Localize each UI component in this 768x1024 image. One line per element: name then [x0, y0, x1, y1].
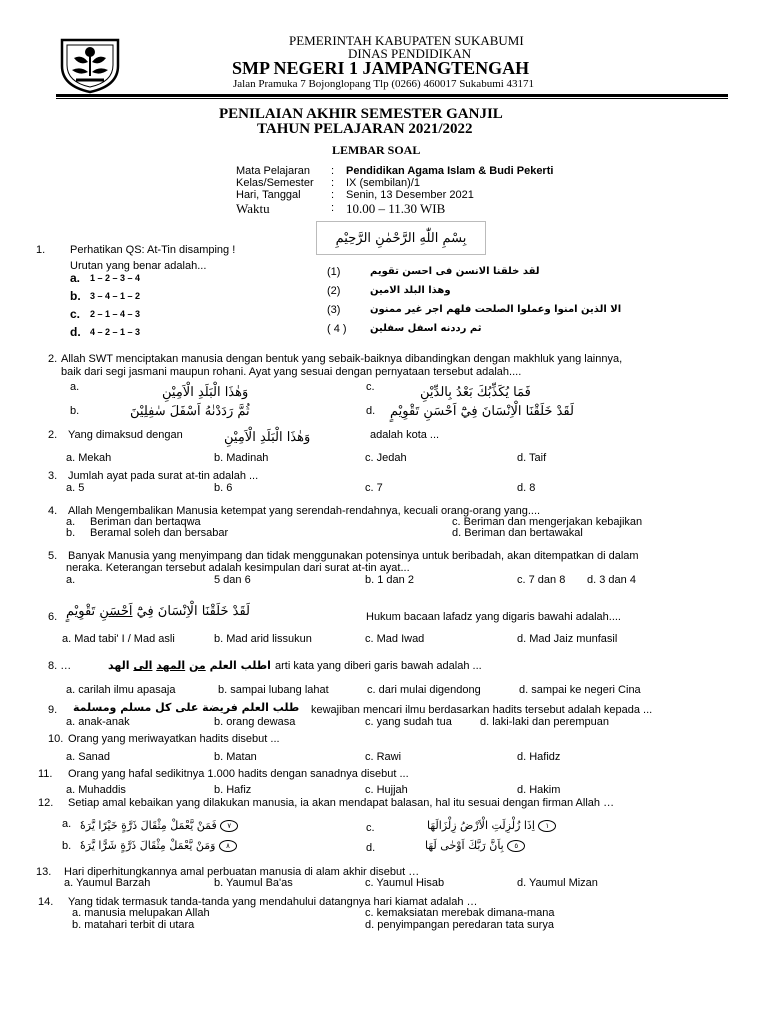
option: d. penyimpangan peredaran tata surya: [365, 919, 554, 931]
info-colon: :: [331, 177, 335, 189]
option: a. carilah ilmu apasaja: [66, 684, 176, 696]
option: d. 8: [517, 482, 536, 494]
verse-text: ثم رددنه اسفل سفلين: [370, 323, 482, 334]
header-rule-thin: [56, 98, 728, 99]
option-arabic: وَهٰذَا الْبَلَدِ الْاَمِيْنِ: [162, 385, 249, 400]
option: c. yang sudah tua: [365, 716, 452, 728]
option: a. anak-anak: [66, 716, 130, 728]
option: b. Yaumul Ba'as: [214, 877, 293, 889]
info-colon: :: [331, 202, 335, 214]
option: c. Yaumul Hisab: [365, 877, 445, 889]
regency-emblem: [56, 36, 124, 94]
option: b. Madinah: [214, 452, 269, 464]
option-text: 3 – 4 – 1 – 2: [90, 291, 141, 301]
dept-name: DINAS PENDIDIKAN: [348, 46, 472, 61]
option-label: b.: [66, 527, 76, 539]
verse-number: (1): [327, 266, 341, 278]
option-label: d.: [366, 405, 376, 417]
question-stem: arti kata yang diberi garis bawah adalah ...: [275, 660, 482, 672]
option: a. Sanad: [66, 751, 111, 763]
option-arabic: [80, 839, 237, 852]
info-colon: :: [331, 165, 335, 177]
arabic-underlined: الى: [133, 659, 153, 672]
option-label: c.: [366, 822, 375, 834]
option-text: 1 – 2 – 3 – 4: [90, 273, 141, 283]
question-arabic: طلب العلم فريضة على كل مسلم ومسلمة: [73, 701, 300, 714]
question-stem: Yang dimaksud dengan: [68, 429, 183, 441]
arabic-underlined: من: [189, 659, 206, 672]
verse-text: بِاَنَّ رَبَّكَ اَوْحٰى لَهَا: [425, 839, 504, 852]
verse-end-marker: ٨: [219, 840, 237, 852]
arabic-part: الهد: [108, 659, 130, 672]
verse-text: لقد خلقنا الانسن فى احسن تقويم: [370, 266, 540, 277]
question-stem: neraka. Keterangan tersebut adalah kesimpulan dari surat at-tin ayat...: [66, 562, 410, 574]
question-number: 5.: [48, 550, 58, 562]
question-stem: adalah kota ...: [370, 429, 440, 441]
option-label: a.: [66, 516, 76, 528]
option-arabic: [425, 839, 525, 852]
arabic-underlined: المهد: [156, 659, 186, 672]
question-number: 1.: [36, 244, 46, 256]
info-label: Waktu: [236, 201, 270, 216]
verse-number: ( 4 ): [327, 323, 347, 335]
verse-text: فَمَنْ يَّعْمَلْ مِثْقَالَ ذَرَّةٍ خَيْرًا يَّرَهٗ: [80, 819, 217, 832]
question-stem: Perhatikan QS: At-Tin disamping !: [70, 244, 236, 256]
question-number: 4.: [48, 505, 58, 517]
option-text: c. Beriman dan mengerjakan kebajikan: [452, 516, 643, 528]
option-arabic: ثُمَّ رَدَدْنٰهُ اَسْفَلَ سٰفِلِيْنَ: [130, 404, 250, 419]
option-label: c.: [70, 307, 81, 321]
question-stem: kewajiban mencari ilmu berdasarkan hadits tersebut adalah kepada ...: [311, 704, 653, 716]
option: d. Hafidz: [517, 751, 561, 763]
school-name: SMP NEGERI 1 JAMPANGTENGAH: [232, 58, 530, 78]
question-number: 11.: [38, 768, 53, 780]
option: b. Hafiz: [214, 784, 252, 796]
option: b. Matan: [214, 751, 257, 763]
verse-end-marker: ١: [538, 820, 556, 832]
question-stem: Hukum bacaan lafadz yang digaris bawahi adalah....: [366, 611, 621, 623]
sheet-label: LEMBAR SOAL: [332, 143, 421, 157]
question-stem: Banyak Manusia yang menyimpang dan tidak menggunakan potensinya untuk beribadah, akan ditempatkan di dalam: [68, 550, 639, 562]
option: b. 6: [214, 482, 233, 494]
question-number: 2.: [48, 353, 58, 365]
question-stem: baik dari segi jasmani maupun rohani. Ayat yang sesuai dengan pernyataan tersebut adalah....: [61, 366, 522, 378]
option: d. Mad Jaiz munfasil: [517, 633, 618, 645]
question-number: 10.: [48, 733, 64, 745]
verse-text: وهذا البلد الامين: [370, 285, 451, 296]
option: b. matahari terbit di utara: [72, 919, 195, 931]
option: d. 3 dan 4: [587, 574, 636, 586]
question-number: 2.: [48, 429, 58, 441]
school-address: Jalan Pramuka 7 Bojonglopang Tlp (0266) 460017 Sukabumi 43171: [233, 78, 535, 90]
option-label: d.: [70, 325, 81, 339]
arabic-part: تَقْوِيْمٍ: [66, 604, 96, 619]
option-label: b.: [62, 840, 72, 852]
arabic-part: اطلب العلم: [209, 659, 271, 672]
option-text: Beramal soleh dan bersabar: [90, 527, 229, 539]
option: d. Yaumul Mizan: [517, 877, 598, 889]
option: d. laki-laki dan perempuan: [480, 716, 610, 728]
question-stem: Orang yang hafal sedikitnya 1.000 hadits dengan sanadnya disebut ...: [68, 768, 409, 780]
verse-text: الا الذين امنوا وعملوا الصلحت فلهم اجر غير ممنون: [370, 304, 622, 315]
question-stem: Yang tidak termasuk tanda-tanda yang mendahului datangnya hari kiamat adalah …: [68, 896, 478, 908]
verse-end-marker: ٧: [220, 820, 238, 832]
question-number: 13.: [36, 866, 52, 878]
info-colon: :: [331, 189, 335, 201]
option-label: b.: [70, 405, 80, 417]
gov-name: PEMERINTAH KABUPATEN SUKABUMI: [289, 33, 524, 48]
info-label: Mata Pelajaran: [236, 165, 310, 177]
option: c. Jedah: [365, 452, 407, 464]
option: c. 7 dan 8: [517, 574, 566, 586]
option: a. Mad tabi' I / Mad asli: [62, 633, 175, 645]
question-number: 9.: [48, 704, 58, 716]
option-label: c.: [366, 381, 375, 393]
option: a. 5: [66, 482, 85, 494]
option: c. Mad Iwad: [365, 633, 425, 645]
info-label: Hari, Tanggal: [236, 189, 301, 201]
option: a. Yaumul Barzah: [64, 877, 151, 889]
question-stem: Jumlah ayat pada surat at-tin adalah ...: [68, 470, 259, 482]
info-value: Pendidikan Agama Islam & Budi Pekerti: [346, 165, 554, 177]
option-arabic: فَمَا يُكَذِّبُكَ بَعْدُ بِالدِّيْنِ: [420, 385, 531, 400]
option-text: 4 – 2 – 1 – 3: [90, 327, 141, 337]
question-stem: Allah SWT menciptakan manusia dengan bentuk yang sebaik-baiknya dibandingkan dengan makhluk yang lainnya,: [61, 353, 623, 365]
info-value: IX (sembilan)/1: [346, 177, 420, 189]
info-label: Kelas/Semester: [236, 177, 314, 189]
info-value: 10.00 – 11.30 WIB: [346, 201, 446, 216]
question-number: 8. …: [48, 660, 72, 672]
option: d. Taif: [517, 452, 547, 464]
question-stem: Setiap amal kebaikan yang dilakukan manusia, ia akan mendapat balasan, hal itu sesuai dengan firman Allah …: [68, 797, 615, 809]
option: c. Rawi: [365, 751, 402, 763]
question-arabic: وَهٰذَا الْبَلَدِ الْاَمِيْنِ: [224, 430, 311, 445]
option: b. 1 dan 2: [365, 574, 414, 586]
question-arabic: [108, 659, 271, 672]
option: b. orang dewasa: [214, 716, 296, 728]
option: 5 dan 6: [214, 574, 251, 586]
option: a. Muhaddis: [66, 784, 126, 796]
option-arabic: [427, 819, 556, 832]
header-rule: [56, 94, 728, 97]
bismillah-box: [316, 221, 486, 255]
option: c. 7: [365, 482, 383, 494]
question-number: 12.: [38, 797, 54, 809]
option-label: a.: [70, 271, 81, 285]
verse-number: (3): [327, 304, 341, 316]
question-stem: Allah Mengembalikan Manusia ketempat yang serendah-rendahnya, kecuali orang-orang yang....: [68, 505, 541, 517]
option: c. kemaksiatan merebak dimana-mana: [365, 907, 555, 919]
question-number: 3.: [48, 470, 58, 482]
option: c. Hujjah: [365, 784, 408, 796]
option: a.: [66, 574, 76, 586]
arabic-part: لَقَدْ خَلَقْنَا الْاِنْسَانَ فِيْٓ: [136, 604, 250, 619]
verse-number: (2): [327, 285, 341, 297]
option-label: d.: [366, 842, 376, 854]
option: b. Mad arid lissukun: [214, 633, 312, 645]
option: d. Hakim: [517, 784, 561, 796]
info-value: Senin, 13 Desember 2021: [346, 189, 474, 201]
arabic-underlined: اَحْسَنِ: [99, 604, 133, 619]
option: c. dari mulai digendong: [367, 684, 481, 696]
option-text: Beriman dan bertaqwa: [90, 516, 201, 528]
question-number: 14.: [38, 896, 54, 908]
option-arabic: [80, 819, 238, 832]
option: a. manusia melupakan Allah: [72, 907, 210, 919]
exam-title: PENILAIAN AKHIR SEMESTER GANJIL: [219, 106, 503, 122]
option-text: 2 – 1 – 4 – 3: [90, 309, 141, 319]
verse-end-marker: ٥: [507, 840, 525, 852]
option-label: a.: [62, 818, 72, 830]
option-arabic: لَقَدْ خَلَقْنَا الْاِنْسَانَ فِيْٓ اَحْسَنِ تَقْوِيْمٍ: [390, 404, 574, 419]
option: d. sampai ke negeri Cina: [519, 684, 641, 696]
option: a. Mekah: [66, 452, 112, 464]
bismillah-text: بِسْمِ اللّٰهِ الرَّحْمٰنِ الرَّحِيْمِ: [335, 230, 467, 246]
option-text: d. Beriman dan bertawakal: [452, 527, 583, 539]
question-number: 6.: [48, 611, 58, 623]
option-label: a.: [70, 381, 80, 393]
question-stem: Orang yang meriwayatkan hadits disebut ...: [68, 733, 280, 745]
verse-text: وَمَنْ يَّعْمَلْ مِثْقَالَ ذَرَّةٍ شَرًّا يَّرَهٗ: [80, 839, 216, 852]
option-label: b.: [70, 289, 81, 303]
option: b. sampai lubang lahat: [218, 684, 329, 696]
question-substem: Urutan yang benar adalah...: [70, 260, 207, 272]
verse-text: اِذَا زُلْزِلَتِ الْاَرْضُ زِلْزَالَهَا: [427, 819, 535, 832]
question-stem: Hari diperhitungkannya amal perbuatan manusia di alam akhir disebut …: [64, 866, 420, 878]
question-arabic: [66, 604, 250, 619]
exam-year: TAHUN PELAJARAN 2021/2022: [257, 121, 473, 137]
